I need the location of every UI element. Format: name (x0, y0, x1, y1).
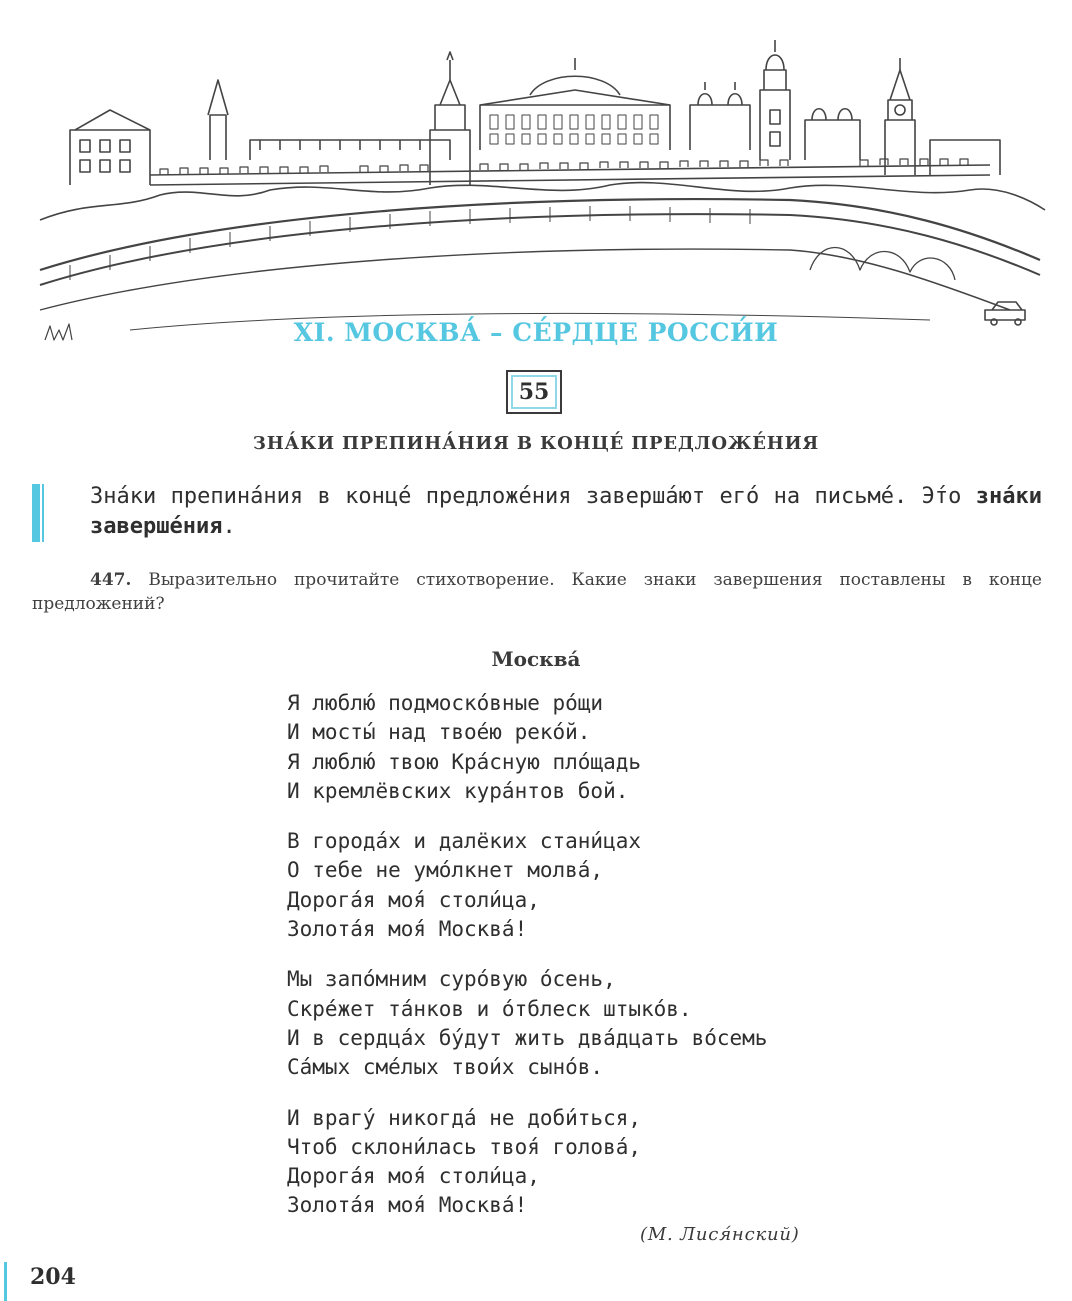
poem-line: Скре́жет та́нков и о́тблеск штыко́в. (287, 996, 692, 1021)
exercise-number: 447. (90, 570, 132, 590)
lesson-title: ЗНА́КИ ПРЕПИНА́НИЯ В КОНЦЕ́ ПРЕДЛОЖЕ́НИЯ (252, 433, 820, 454)
lesson-number: 55 (518, 379, 550, 405)
page-number: 204 (30, 1264, 76, 1290)
kremlin-illustration (30, 10, 1050, 350)
poem-line: И врагу́ никогда́ не доби́ться, (287, 1105, 642, 1130)
page-accent-bar (4, 1262, 7, 1301)
rule-text-part1: Зна́ки препина́ния в конце́ предложе́ния заверша́ют его́ на письме́. Э́то (90, 484, 976, 509)
poem-line: Я люблю́ твою Кра́сную пло́щадь (287, 749, 642, 774)
poem-line: Са́мых сме́лых твои́х сыно́в. (287, 1055, 604, 1080)
poem-line: И мосты́ над твое́ю реко́й. (287, 720, 591, 745)
poem-line: Золота́я моя́ Москва́! (287, 1193, 528, 1218)
poem-stanza-3 (287, 965, 987, 1082)
poem-stanza-4 (287, 1104, 987, 1221)
poem-line: И кремлёвских кура́нтов бой. (287, 778, 629, 803)
poem (287, 689, 987, 1221)
rule-accent-bar-thin (42, 484, 44, 542)
chapter-title: XI. МОСКВА́ – СЕ́РДЦЕ РОССИ́И (293, 318, 779, 347)
poem-line: И в сердца́х бу́дут жить два́дцать во́семь (287, 1025, 768, 1050)
poem-line: В города́х и далёких стани́цах (287, 829, 642, 854)
poem-line: Мы запо́мним суро́вую о́сень, (287, 967, 616, 992)
poem-line: Дорога́я моя́ столи́ца, (287, 887, 540, 912)
poem-line: Чтоб склони́лась твоя́ голова́, (287, 1134, 642, 1159)
poem-line: Я люблю́ подмоско́вные ро́щи (287, 691, 604, 715)
rule-text-part2: . (222, 514, 236, 539)
poem-stanza-2 (287, 827, 987, 944)
exercise-447 (32, 568, 1042, 616)
poem-title: Москва́ (491, 647, 581, 671)
rule-text (90, 482, 1042, 542)
poem-line: Дорога́я моя́ столи́ца, (287, 1164, 540, 1189)
exercise-text: Выразительно прочитайте стихотворение. Какие знаки завершения поставлены в конце предложений? (32, 570, 1042, 614)
poem-stanza-1 (287, 689, 987, 806)
lesson-number-badge (506, 370, 562, 414)
poem-author: (М. Лися́нский) (640, 1224, 800, 1245)
poem-line: Золота́я моя́ Москва́! (287, 917, 528, 942)
poem-line: О тебе не умо́лкнет молва́, (287, 858, 604, 883)
rule-accent-bar (32, 484, 40, 542)
rule-term: зна́ки заверше́ния (90, 484, 1042, 539)
